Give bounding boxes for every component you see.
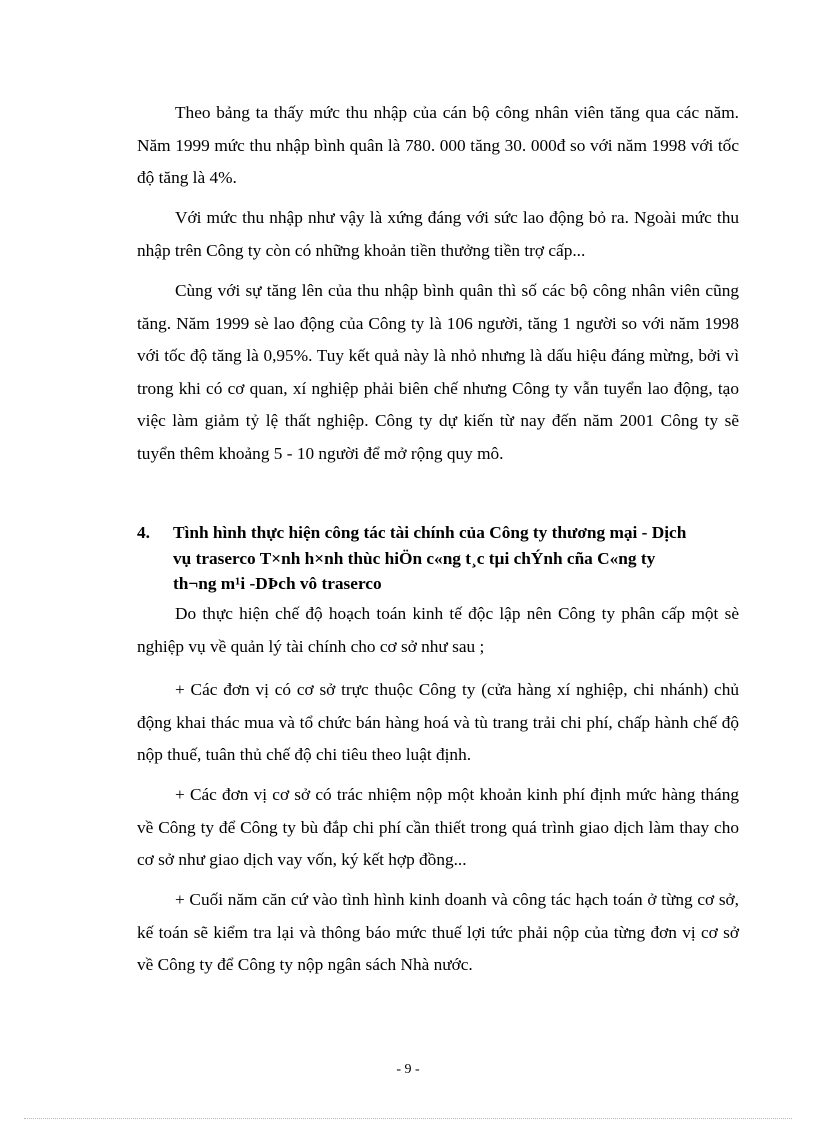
page-bottom-divider [24,1118,792,1119]
page-number: - 9 - [396,1062,420,1077]
paragraph-bullet-1: + Các đơn vị có cơ sở trực thuộc Công ty (cửa hàng xí nghiệp, chi nhánh) chủ động khai thác mua và tổ chức bán hàng hoá và tù trang trải chi phí, chấp hành chế độ nộp thuế, tuân thủ chế độ chi tiêu theo luật định. [137,680,739,764]
paragraph-finance-intro: Do thực hiện chế độ hoạch toán kinh tế độc lập nên Công ty phân cấp một sè nghiệp vụ về quản lý tài chính cho cơ sở như sau ; [137,604,739,656]
paragraph-income-adequacy: Với mức thu nhập như vậy là xứng đáng với sức lao động bỏ ra. Ngoài mức thu nhập trên Công ty còn có những khoản tiền thưởng tiền trợ cấp... [137,208,739,260]
section-number: 4. [137,523,150,542]
paragraph-bullet-2: + Các đơn vị cơ sở có trác nhiệm nộp một khoản kinh phí định mức hàng tháng về Công ty để Công ty bù đắp chi phí cần thiết trong quá trình giao dịch làm thay cho cơ sở như giao dịch vay vốn, ký kết hợp đồng... [137,785,739,869]
paragraph-staff-growth: Cùng với sự tăng lên của thu nhập bình quân thì số các bộ công nhân viên cũng tăng. Năm 1999 sè lao động của Công ty là 106 người, tăng 1 người so với năm 1998 với tốc độ tăng là 0,95%. Tuy kết quả này là nhỏ nhưng là dấu hiệu đáng mừng, bởi vì trong khi có cơ quan, xí nghiệp phải biên chế nhưng Công ty vẫn tuyển lao động, tạo việc làm giảm tỷ lệ thất nghiệp. Công ty dự kiến từ nay đến năm 2001 Công ty sẽ tuyển thêm khoảng 5 - 10 người để mở rộng quy mô. [137,281,739,463]
paragraph-income-growth: Theo bảng ta thấy mức thu nhập của cán bộ công nhân viên tăng qua các năm. Năm 1999 mức thu nhập bình quân là 780. 000 tăng 30. 000đ so với năm 1998 với tốc độ tăng là 4%. [137,103,739,187]
section-heading-line-1: Tình hình thực hiện công tác tài chính của Công ty thương mại - Dịch [173,523,687,542]
section-heading-line-3: th¬ng m¹i -DÞch vô traserco [173,574,382,593]
paragraph-bullet-3: + Cuối năm căn cứ vào tình hình kinh doanh và công tác hạch toán ở từng cơ sở, kế toán sẽ kiểm tra lại và thông báo mức thuế lợi tức phải nộp của từng đơn vị cơ sở về Công ty để Công ty nộp ngân sách Nhà nước. [137,890,739,974]
section-heading [137,520,742,597]
section-heading-line-2: vụ traserco T×nh h×nh thùc hiÖn c«ng t¸c tµi chÝnh cña C«ng ty [173,548,656,568]
